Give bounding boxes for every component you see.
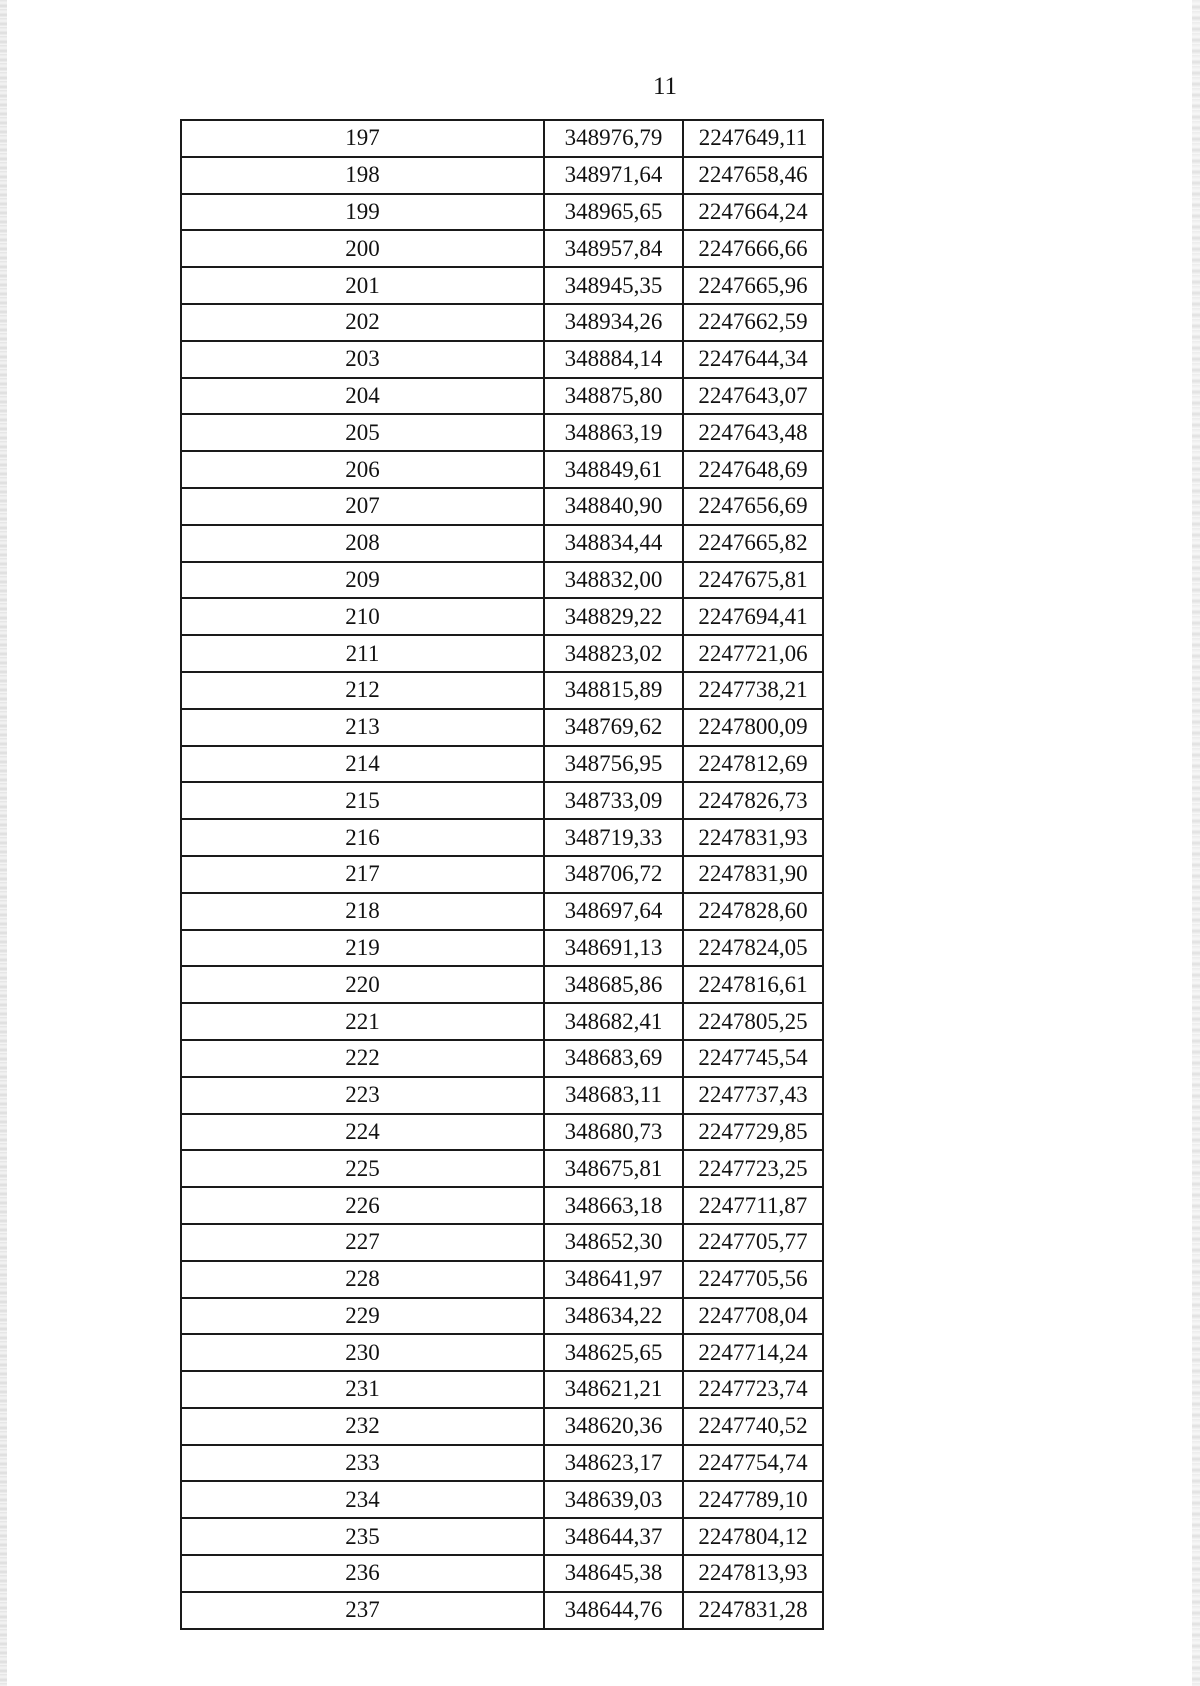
table-row	[181, 1592, 823, 1629]
point-number-cell: 202	[181, 304, 544, 341]
x-coordinate-cell: 348644,76	[544, 1592, 683, 1629]
y-coordinate-cell: 2247723,25	[683, 1150, 823, 1187]
x-coordinate-cell: 348815,89	[544, 672, 683, 709]
y-coordinate-cell: 2247826,73	[683, 782, 823, 819]
y-coordinate-cell: 2247711,87	[683, 1187, 823, 1224]
y-coordinate-cell: 2247789,10	[683, 1481, 823, 1518]
point-number-cell: 203	[181, 341, 544, 378]
page-number: 11	[652, 73, 678, 100]
x-coordinate-cell: 348832,00	[544, 562, 683, 599]
y-coordinate-cell: 2247708,04	[683, 1298, 823, 1335]
point-number-cell: 226	[181, 1187, 544, 1224]
y-coordinate-cell: 2247738,21	[683, 672, 823, 709]
table-row	[181, 1481, 823, 1518]
table-row	[181, 1518, 823, 1555]
x-coordinate-cell: 348875,80	[544, 378, 683, 415]
x-coordinate-cell: 348884,14	[544, 341, 683, 378]
y-coordinate-cell: 2247665,96	[683, 267, 823, 304]
point-number-cell: 216	[181, 819, 544, 856]
table-row	[181, 1334, 823, 1371]
x-coordinate-cell: 348620,36	[544, 1408, 683, 1445]
table-row	[181, 1077, 823, 1114]
y-coordinate-cell: 2247754,74	[683, 1445, 823, 1482]
x-coordinate-cell: 348849,61	[544, 451, 683, 488]
table-row	[181, 1445, 823, 1482]
x-coordinate-cell: 348863,19	[544, 414, 683, 451]
table-row	[181, 1298, 823, 1335]
y-coordinate-cell: 2247831,28	[683, 1592, 823, 1629]
point-number-cell: 233	[181, 1445, 544, 1482]
y-coordinate-cell: 2247831,90	[683, 856, 823, 893]
y-coordinate-cell: 2247705,77	[683, 1224, 823, 1261]
x-coordinate-cell: 348823,02	[544, 635, 683, 672]
table-row	[181, 746, 823, 783]
table-row	[181, 1261, 823, 1298]
point-number-cell: 200	[181, 230, 544, 267]
y-coordinate-cell: 2247666,66	[683, 230, 823, 267]
y-coordinate-cell: 2247824,05	[683, 930, 823, 967]
x-coordinate-cell: 348644,37	[544, 1518, 683, 1555]
point-number-cell: 234	[181, 1481, 544, 1518]
table-row	[181, 1040, 823, 1077]
x-coordinate-cell: 348976,79	[544, 120, 683, 157]
table-row	[181, 1408, 823, 1445]
point-number-cell: 219	[181, 930, 544, 967]
point-number-cell: 211	[181, 635, 544, 672]
table-row	[181, 1224, 823, 1261]
x-coordinate-cell: 348685,86	[544, 966, 683, 1003]
coordinates-table-body	[181, 120, 823, 1629]
x-coordinate-cell: 348769,62	[544, 709, 683, 746]
point-number-cell: 208	[181, 525, 544, 562]
y-coordinate-cell: 2247721,06	[683, 635, 823, 672]
table-row	[181, 230, 823, 267]
table-row	[181, 1187, 823, 1224]
x-coordinate-cell: 348971,64	[544, 157, 683, 194]
x-coordinate-cell: 348957,84	[544, 230, 683, 267]
scan-edge-right	[1192, 0, 1200, 1686]
x-coordinate-cell: 348934,26	[544, 304, 683, 341]
y-coordinate-cell: 2247831,93	[683, 819, 823, 856]
point-number-cell: 230	[181, 1334, 544, 1371]
x-coordinate-cell: 348697,64	[544, 893, 683, 930]
y-coordinate-cell: 2247729,85	[683, 1114, 823, 1151]
y-coordinate-cell: 2247649,11	[683, 120, 823, 157]
x-coordinate-cell: 348675,81	[544, 1150, 683, 1187]
table-row	[181, 378, 823, 415]
y-coordinate-cell: 2247813,93	[683, 1555, 823, 1592]
y-coordinate-cell: 2247804,12	[683, 1518, 823, 1555]
point-number-cell: 225	[181, 1150, 544, 1187]
x-coordinate-cell: 348682,41	[544, 1003, 683, 1040]
point-number-cell: 236	[181, 1555, 544, 1592]
point-number-cell: 222	[181, 1040, 544, 1077]
x-coordinate-cell: 348680,73	[544, 1114, 683, 1151]
table-row	[181, 819, 823, 856]
table-row	[181, 966, 823, 1003]
table-row	[181, 635, 823, 672]
point-number-cell: 231	[181, 1371, 544, 1408]
table-row	[181, 782, 823, 819]
y-coordinate-cell: 2247816,61	[683, 966, 823, 1003]
table-row	[181, 893, 823, 930]
x-coordinate-cell: 348719,33	[544, 819, 683, 856]
x-coordinate-cell: 348756,95	[544, 746, 683, 783]
table-row	[181, 267, 823, 304]
point-number-cell: 232	[181, 1408, 544, 1445]
table-row	[181, 1555, 823, 1592]
y-coordinate-cell: 2247705,56	[683, 1261, 823, 1298]
y-coordinate-cell: 2247643,48	[683, 414, 823, 451]
y-coordinate-cell: 2247737,43	[683, 1077, 823, 1114]
point-number-cell: 199	[181, 194, 544, 231]
table-row	[181, 1150, 823, 1187]
point-number-cell: 227	[181, 1224, 544, 1261]
y-coordinate-cell: 2247656,69	[683, 488, 823, 525]
point-number-cell: 214	[181, 746, 544, 783]
table-row	[181, 341, 823, 378]
x-coordinate-cell: 348641,97	[544, 1261, 683, 1298]
table-row	[181, 488, 823, 525]
table-row	[181, 414, 823, 451]
x-coordinate-cell: 348623,17	[544, 1445, 683, 1482]
table-row	[181, 525, 823, 562]
point-number-cell: 215	[181, 782, 544, 819]
table-row	[181, 709, 823, 746]
table-row	[181, 856, 823, 893]
x-coordinate-cell: 348683,69	[544, 1040, 683, 1077]
point-number-cell: 218	[181, 893, 544, 930]
x-coordinate-cell: 348691,13	[544, 930, 683, 967]
x-coordinate-cell: 348840,90	[544, 488, 683, 525]
x-coordinate-cell: 348625,65	[544, 1334, 683, 1371]
point-number-cell: 229	[181, 1298, 544, 1335]
y-coordinate-cell: 2247828,60	[683, 893, 823, 930]
x-coordinate-cell: 348965,65	[544, 194, 683, 231]
table-row	[181, 562, 823, 599]
point-number-cell: 217	[181, 856, 544, 893]
y-coordinate-cell: 2247812,69	[683, 746, 823, 783]
x-coordinate-cell: 348621,21	[544, 1371, 683, 1408]
y-coordinate-cell: 2247675,81	[683, 562, 823, 599]
point-number-cell: 198	[181, 157, 544, 194]
point-number-cell: 206	[181, 451, 544, 488]
y-coordinate-cell: 2247665,82	[683, 525, 823, 562]
point-number-cell: 223	[181, 1077, 544, 1114]
x-coordinate-cell: 348706,72	[544, 856, 683, 893]
x-coordinate-cell: 348634,22	[544, 1298, 683, 1335]
table-row	[181, 120, 823, 157]
x-coordinate-cell: 348652,30	[544, 1224, 683, 1261]
y-coordinate-cell: 2247740,52	[683, 1408, 823, 1445]
point-number-cell: 224	[181, 1114, 544, 1151]
point-number-cell: 197	[181, 120, 544, 157]
scan-edge-left	[0, 0, 7, 1686]
x-coordinate-cell: 348945,35	[544, 267, 683, 304]
point-number-cell: 205	[181, 414, 544, 451]
point-number-cell: 221	[181, 1003, 544, 1040]
y-coordinate-cell: 2247714,24	[683, 1334, 823, 1371]
table-row	[181, 1114, 823, 1151]
point-number-cell: 207	[181, 488, 544, 525]
point-number-cell: 237	[181, 1592, 544, 1629]
table-row	[181, 672, 823, 709]
point-number-cell: 209	[181, 562, 544, 599]
x-coordinate-cell: 348639,03	[544, 1481, 683, 1518]
y-coordinate-cell: 2247648,69	[683, 451, 823, 488]
table-row	[181, 598, 823, 635]
y-coordinate-cell: 2247805,25	[683, 1003, 823, 1040]
x-coordinate-cell: 348834,44	[544, 525, 683, 562]
y-coordinate-cell: 2247644,34	[683, 341, 823, 378]
table-row	[181, 157, 823, 194]
y-coordinate-cell: 2247745,54	[683, 1040, 823, 1077]
x-coordinate-cell: 348733,09	[544, 782, 683, 819]
table-row	[181, 930, 823, 967]
y-coordinate-cell: 2247723,74	[683, 1371, 823, 1408]
point-number-cell: 204	[181, 378, 544, 415]
point-number-cell: 201	[181, 267, 544, 304]
y-coordinate-cell: 2247662,59	[683, 304, 823, 341]
x-coordinate-cell: 348663,18	[544, 1187, 683, 1224]
y-coordinate-cell: 2247643,07	[683, 378, 823, 415]
table-row	[181, 451, 823, 488]
table-row	[181, 194, 823, 231]
coordinates-table	[180, 119, 824, 1630]
point-number-cell: 220	[181, 966, 544, 1003]
x-coordinate-cell: 348829,22	[544, 598, 683, 635]
table-row	[181, 304, 823, 341]
table-row	[181, 1371, 823, 1408]
y-coordinate-cell: 2247658,46	[683, 157, 823, 194]
y-coordinate-cell: 2247800,09	[683, 709, 823, 746]
point-number-cell: 235	[181, 1518, 544, 1555]
x-coordinate-cell: 348645,38	[544, 1555, 683, 1592]
y-coordinate-cell: 2247694,41	[683, 598, 823, 635]
y-coordinate-cell: 2247664,24	[683, 194, 823, 231]
point-number-cell: 212	[181, 672, 544, 709]
point-number-cell: 213	[181, 709, 544, 746]
table-row	[181, 1003, 823, 1040]
x-coordinate-cell: 348683,11	[544, 1077, 683, 1114]
point-number-cell: 228	[181, 1261, 544, 1298]
point-number-cell: 210	[181, 598, 544, 635]
